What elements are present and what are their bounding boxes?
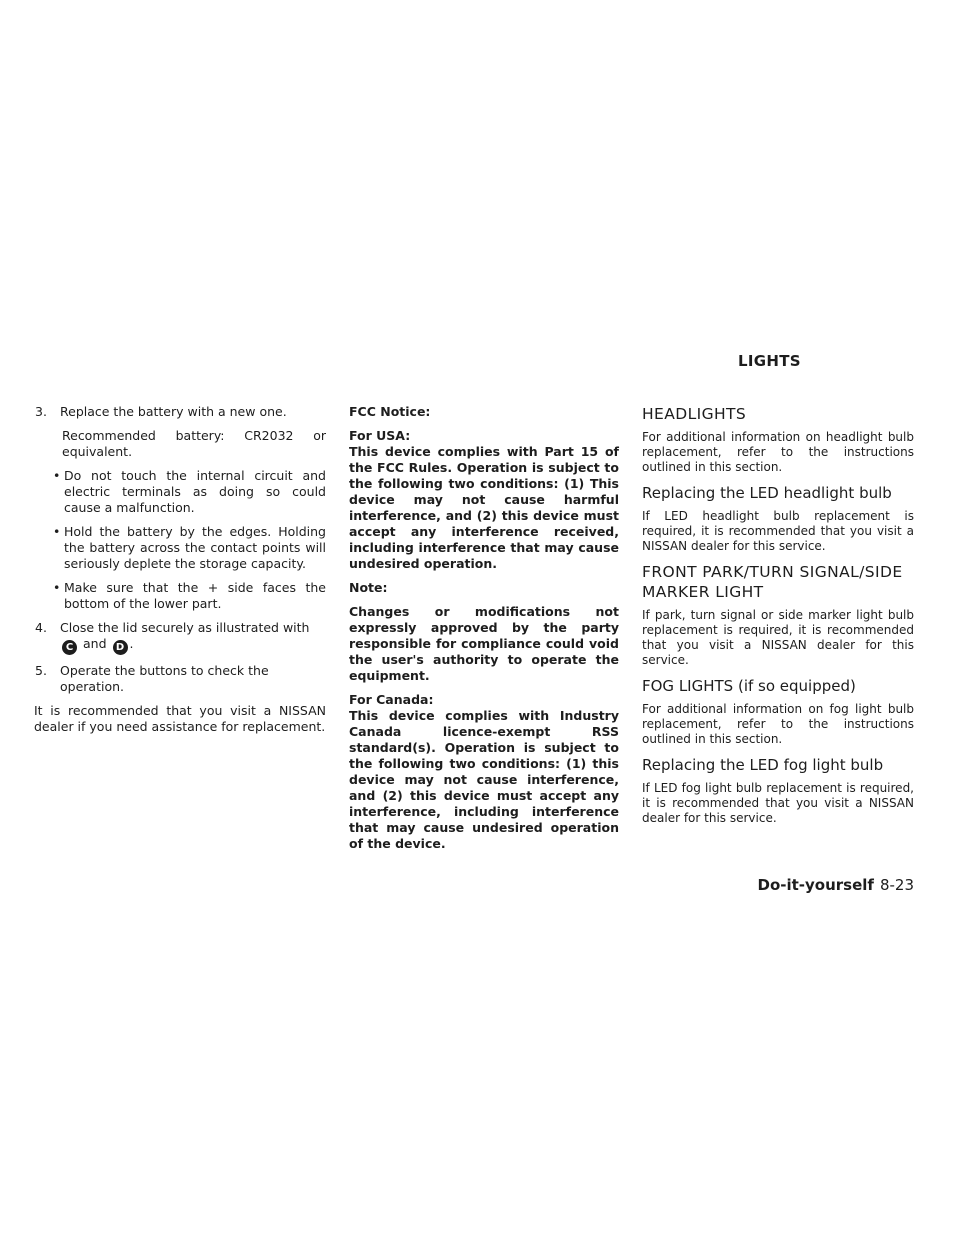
fog-lights-paragraph: For additional information on fog light bulb replacement, refer to the instructions outlined in this section. — [642, 702, 914, 746]
bullet-item — [34, 468, 326, 516]
for-usa-heading: For USA: — [349, 428, 411, 443]
closing-paragraph: It is recommended that you visit a NISSAN dealer if you need assistance for replacement. — [34, 703, 326, 734]
led-fog-paragraph: If LED fog light bulb replacement is required, it is recommended that you visit a NISSAN dealer for this service. — [642, 781, 914, 825]
step-3-text: Replace the battery with a new one. — [60, 404, 287, 419]
step-5-number: 5. — [35, 663, 47, 678]
for-canada-heading: For Canada: — [349, 692, 434, 707]
bullet-item — [34, 524, 326, 572]
headlights-heading: HEADLIGHTS — [642, 405, 747, 423]
bullet-marker: • — [53, 580, 61, 595]
recommended-battery: Recommended battery: CR2032 or equivalent. — [62, 428, 326, 459]
battery-instructions-column — [34, 404, 326, 735]
footer-section-name: Do-it-yourself — [757, 876, 874, 894]
step-4 — [35, 620, 326, 655]
bullet-item — [34, 580, 326, 612]
lights-column — [642, 404, 914, 826]
step-5-text: Operate the buttons to check the operation. — [60, 663, 269, 694]
fcc-notice-heading: FCC Notice: — [349, 404, 431, 419]
step-4-text: Close the lid securely as illustrated with — [60, 620, 310, 635]
step-4-end: . — [129, 636, 134, 651]
bullet-text: Make sure that the + side faces the bottom of the lower part. — [64, 580, 326, 611]
led-headlight-heading: Replacing the LED headlight bulb — [642, 484, 892, 502]
usa-paragraph: This device complies with Part 15 of the FCC Rules. Operation is subject to the following two conditions: (1) This device may not cause harmful interference, and (2) this device must accept any interference received, including interference that may cause undesired operation. — [349, 444, 619, 571]
note-paragraph: Changes or modifications not expressly approved by the party responsible for compliance could void the user's authority to operate the equipment. — [349, 604, 619, 683]
page-footer — [758, 876, 915, 894]
bullet-text: Do not touch the internal circuit and electric terminals as doing so could cause a malfunction. — [64, 468, 326, 515]
fcc-column — [349, 404, 619, 852]
step-5 — [35, 663, 326, 695]
section-title: LIGHTS — [738, 352, 801, 370]
headlights-paragraph: For additional information on headlight bulb replacement, refer to the instructions outlined in this section. — [642, 430, 914, 474]
bullet-marker: • — [53, 524, 61, 539]
front-park-paragraph: If park, turn signal or side marker light bulb replacement is required, it is recommended that you visit a NISSAN dealer for this service. — [642, 608, 914, 667]
canada-paragraph: This device complies with Industry Canada licence-exempt RSS standard(s). Operation is subject to the following two conditions: (1) this device may not cause interference, and (2) this device must accept any interference, including interference that may cause undesired operation of the device. — [349, 708, 619, 851]
step-3-number: 3. — [35, 404, 47, 419]
marker-c-icon: C — [62, 640, 77, 655]
step-4-and: and — [82, 636, 107, 651]
led-headlight-paragraph: If LED headlight bulb replacement is required, it is recommended that you visit a NISSAN dealer for this service. — [642, 509, 914, 553]
fog-lights-heading: FOG LIGHTS (if so equipped) — [642, 677, 856, 695]
bullet-marker: • — [53, 468, 61, 483]
page-number: 8-23 — [879, 876, 914, 894]
led-fog-heading: Replacing the LED fog light bulb — [642, 756, 884, 774]
step-3 — [35, 404, 326, 420]
step-4-number: 4. — [35, 620, 47, 635]
note-heading: Note: — [349, 580, 388, 595]
marker-d-icon: D — [113, 640, 128, 655]
front-park-heading: FRONT PARK/TURN SIGNAL/SIDE MARKER LIGHT — [642, 563, 903, 601]
bullet-text: Hold the battery by the edges. Holding the battery across the contact points will seriously deplete the storage capacity. — [64, 524, 326, 571]
